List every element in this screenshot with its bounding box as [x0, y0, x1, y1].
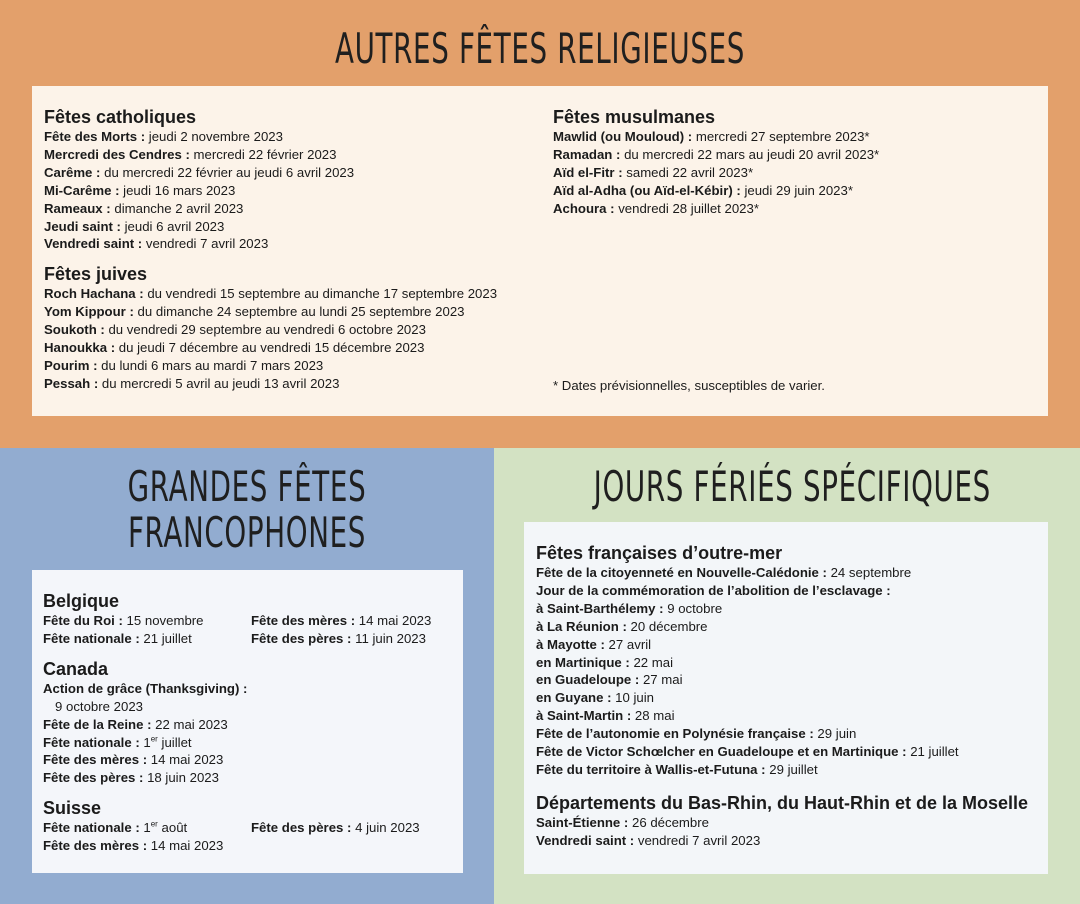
francophone-panel [32, 570, 463, 873]
belgium-list [43, 612, 453, 648]
list-item [44, 375, 497, 393]
religious-panel [32, 86, 1048, 416]
list-item [44, 303, 497, 321]
item-label: Aïd el-Fitr : [553, 164, 623, 180]
francophone-column [43, 590, 453, 855]
item-label: Fête des pères : [43, 770, 144, 786]
list-item [43, 734, 453, 752]
item-label: en Martinique : [536, 654, 630, 670]
list-item [536, 814, 1041, 832]
item-label: à Saint-Barthélemy : [536, 600, 664, 616]
canada-list [43, 680, 453, 787]
item-value: 1 [139, 734, 151, 750]
jewish-heading: Fêtes juives [44, 264, 148, 285]
item-label: en Guyane : [536, 690, 612, 706]
item-label: Fête du territoire à Wallis-et-Futuna : [536, 761, 766, 777]
list-item [536, 689, 1041, 707]
item-value: 9 octobre 2023 [55, 698, 143, 714]
item-label: Hanoukka : [44, 340, 116, 356]
item-label: Fête de la citoyenneté en Nouvelle-Calédonie : [536, 565, 827, 580]
list-item [44, 200, 497, 218]
item-value: dimanche 2 avril 2023 [110, 200, 244, 216]
item-value: du vendredi 29 septembre au vendredi 6 octobre 2023 [104, 322, 426, 338]
list-item [553, 128, 879, 146]
item-value: samedi 22 avril 2023* [622, 164, 754, 180]
list-item [536, 761, 1041, 779]
list-item [44, 218, 497, 236]
item-label: Saint-Étienne : [536, 814, 629, 830]
outremer-heading: Fêtes françaises d’outre-mer [536, 543, 783, 563]
feries-panel [524, 522, 1048, 874]
item-value: du mercredi 22 mars au jeudi 20 avril 2023* [620, 146, 880, 162]
list-item [44, 235, 497, 253]
list-item [44, 357, 497, 375]
item-label: à Mayotte : [536, 636, 605, 652]
item-value: du jeudi 7 décembre au vendredi 15 décembre 2023 [115, 340, 425, 356]
item-value: jeudi 2 novembre 2023 [145, 129, 283, 144]
list-item [536, 564, 1041, 582]
item-label: Fête nationale : [43, 734, 140, 750]
item-label: Fête des Morts : [44, 129, 146, 144]
item-label: Pessah : [44, 375, 99, 391]
item-value: 15 novembre [122, 613, 204, 628]
item-label: Soukoth : [44, 322, 105, 338]
muslim-heading: Fêtes musulmanes [553, 107, 716, 127]
list-item [251, 819, 420, 837]
item-value: du vendredi 15 septembre au dimanche 17 septembre 2023 [143, 286, 498, 302]
item-value: 11 juin 2023 [351, 630, 426, 646]
item-value: 4 juin 2023 [351, 820, 420, 836]
item-value: jeudi 16 mars 2023 [119, 182, 236, 198]
ordinal-suffix: er [150, 819, 158, 829]
list-item [43, 837, 453, 855]
item-label: à La Réunion : [536, 618, 627, 634]
item-label: Vendredi saint : [536, 832, 635, 848]
religious-section-title: AUTRES FÊTES RELIGIEUSES [334, 24, 746, 73]
list-item [536, 707, 1041, 725]
francophone-section-title [84, 464, 410, 556]
item-value: mercredi 22 février 2023 [189, 146, 337, 162]
item-value: vendredi 28 juillet 2023* [614, 200, 759, 216]
item-value: du mercredi 22 février au jeudi 6 avril 2023 [100, 164, 355, 180]
item-value: 14 mai 2023 [147, 752, 224, 768]
belgium-right-list [251, 612, 431, 648]
item-label: Pourim : [44, 357, 98, 373]
item-label: Fête de l’autonomie en Polynésie française : [536, 726, 814, 742]
list-item [44, 164, 497, 182]
francophone-title-line-2: FRANCOPHONES [127, 508, 367, 557]
alsace-moselle-heading: Départements du Bas-Rhin, du Haut-Rhin et de la Moselle [536, 792, 1029, 813]
item-value: 24 septembre [826, 565, 912, 580]
list-item [536, 600, 1041, 618]
list-item [44, 182, 497, 200]
item-label: Carême : [44, 164, 101, 180]
list-item [536, 832, 1041, 850]
item-label: Action de grâce (Thanksgiving) : [43, 680, 248, 696]
list-item [43, 680, 453, 698]
outremer-list [536, 564, 1041, 779]
religious-left-column [44, 106, 497, 393]
list-item [553, 182, 879, 200]
item-value: 14 mai 2023 [355, 613, 432, 628]
item-value: 28 mai [631, 708, 675, 724]
switzerland-right-list [251, 819, 420, 837]
switzerland-list [43, 819, 453, 855]
item-label: Yom Kippour : [44, 304, 134, 320]
item-label: en Guadeloupe : [536, 672, 640, 688]
item-value: 29 juin [813, 726, 857, 742]
list-item [536, 618, 1041, 636]
item-value: juillet [157, 734, 192, 750]
list-item [536, 654, 1041, 672]
religious-right-column [553, 106, 879, 218]
francophone-title-line-1: GRANDES FÊTES [127, 462, 367, 511]
item-label: Jour de la commémoration de l’abolition de l’esclavage : [536, 582, 891, 598]
list-item [43, 769, 453, 787]
item-label: Mercredi des Cendres : [44, 146, 190, 162]
item-label: Mawlid (ou Mouloud) : [553, 129, 693, 144]
list-item [44, 285, 497, 303]
list-item [553, 164, 879, 182]
list-item [553, 200, 879, 218]
list-item [43, 751, 453, 769]
item-value: août [157, 820, 188, 836]
item-value: 1 [139, 820, 151, 836]
item-value: jeudi 6 avril 2023 [120, 218, 225, 234]
list-item [44, 321, 497, 339]
list-item [251, 612, 431, 630]
list-item [536, 725, 1041, 743]
list-item [44, 339, 497, 357]
item-value: 9 octobre [663, 600, 723, 616]
item-label: Rameaux : [44, 200, 111, 216]
item-label: Mi-Carême : [44, 182, 120, 198]
item-label: Fête de la Reine : [43, 716, 152, 732]
item-value: vendredi 7 avril 2023 [142, 236, 269, 252]
item-label: Fête des mères : [251, 613, 356, 628]
item-value: 29 juillet [765, 761, 818, 777]
item-label: Achoura : [553, 200, 615, 216]
item-value: du dimanche 24 septembre au lundi 25 septembre 2023 [133, 304, 465, 320]
item-label: Fête des mères : [43, 838, 148, 854]
item-value: jeudi 29 juin 2023* [740, 182, 853, 198]
item-value: 27 mai [639, 672, 683, 688]
item-label: Fête des pères : [251, 820, 352, 836]
item-value: mercredi 27 septembre 2023* [692, 129, 870, 144]
item-value: du mercredi 5 avril au jeudi 13 avril 2023 [98, 375, 340, 391]
item-value: 18 juin 2023 [143, 770, 219, 786]
catholic-list [44, 128, 497, 253]
item-label: Jeudi saint : [44, 218, 121, 234]
item-value: du lundi 6 mars au mardi 7 mars 2023 [97, 357, 324, 373]
jewish-list [44, 285, 497, 392]
ordinal-suffix: er [150, 734, 158, 744]
list-item [44, 146, 497, 164]
item-value: 27 avril [604, 636, 652, 652]
item-label: Fête de Victor Schœlcher en Guadeloupe et en Martinique : [536, 744, 907, 760]
alsace-moselle-list [536, 814, 1041, 850]
item-value: 22 mai 2023 [151, 716, 228, 732]
list-item [536, 743, 1041, 761]
list-item [251, 630, 431, 648]
item-value: 20 décembre [626, 618, 708, 634]
list-item [536, 582, 1041, 600]
item-value: 21 juillet [139, 630, 192, 646]
belgium-heading: Belgique [43, 591, 120, 611]
item-value: 26 décembre [628, 814, 709, 830]
list-item [536, 636, 1041, 654]
canada-heading: Canada [43, 658, 109, 679]
switzerland-heading: Suisse [43, 798, 102, 819]
item-value: 21 juillet [906, 744, 959, 760]
item-label: Vendredi saint : [44, 236, 143, 252]
item-label: Aïd al-Adha (ou Aïd-el-Kébir) : [553, 182, 741, 198]
item-label: Roch Hachana : [44, 286, 144, 302]
item-value: vendredi 7 avril 2023 [634, 832, 761, 848]
provisional-dates-note: * Dates prévisionnelles, susceptibles de varier. [553, 378, 825, 393]
list-item [44, 128, 497, 146]
list-item [553, 146, 879, 164]
item-label: à Saint-Martin : [536, 708, 632, 724]
list-item [536, 671, 1041, 689]
item-value: 22 mai [629, 654, 674, 670]
item-label: Fête du Roi : [43, 613, 123, 628]
feries-column [536, 542, 1041, 850]
item-label: Fête des pères : [251, 630, 352, 646]
item-value: 10 juin [611, 690, 655, 706]
item-label: Fête des mères : [43, 752, 148, 768]
item-label: Fête nationale : [43, 630, 140, 646]
item-label: Fête nationale : [43, 820, 140, 836]
list-item [43, 716, 453, 734]
item-label: Ramadan : [553, 146, 621, 162]
list-item [43, 698, 453, 716]
item-value: 14 mai 2023 [147, 838, 224, 854]
muslim-list [553, 128, 879, 218]
feries-section-title: JOURS FÉRIÉS SPÉCIFIQUES [593, 462, 991, 511]
catholic-heading: Fêtes catholiques [44, 107, 197, 127]
